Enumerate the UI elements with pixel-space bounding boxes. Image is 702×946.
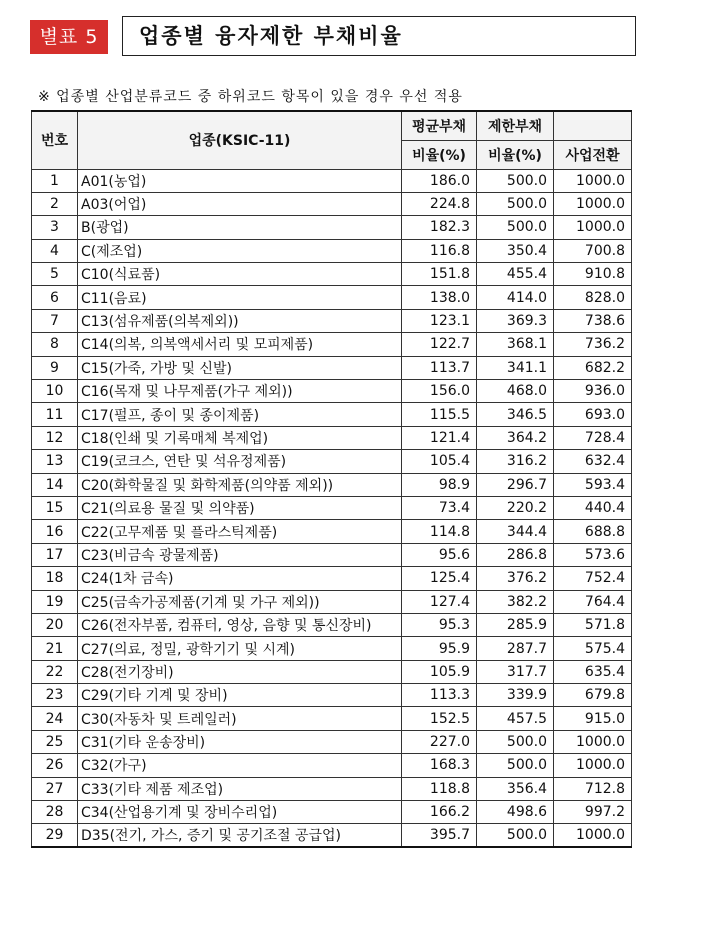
row-number: 15: [32, 496, 78, 519]
table-row: [32, 192, 632, 215]
limit-ratio: 500.0: [477, 169, 554, 192]
row-number: 4: [32, 239, 78, 262]
row-number: 29: [32, 824, 78, 847]
table-row: [32, 169, 632, 192]
avg-ratio: 114.8: [402, 520, 477, 543]
avg-ratio: 123.1: [402, 309, 477, 332]
row-number: 28: [32, 801, 78, 824]
conversion-ratio: 700.8: [554, 239, 632, 262]
table-row: [32, 309, 632, 332]
limit-ratio: 287.7: [477, 637, 554, 660]
avg-ratio: 125.4: [402, 567, 477, 590]
table-row: [32, 380, 632, 403]
limit-ratio: 468.0: [477, 380, 554, 403]
limit-ratio: 364.2: [477, 426, 554, 449]
limit-ratio: 498.6: [477, 801, 554, 824]
avg-ratio: 168.3: [402, 754, 477, 777]
limit-ratio: 500.0: [477, 824, 554, 847]
industry-name: C22(고무제품 및 플라스틱제품): [78, 520, 402, 543]
header-no: 번호: [32, 111, 78, 169]
row-number: 14: [32, 473, 78, 496]
limit-ratio: 500.0: [477, 754, 554, 777]
conversion-ratio: 910.8: [554, 263, 632, 286]
appendix-badge: 별표 5: [30, 20, 108, 54]
header-empty: [554, 111, 632, 140]
avg-ratio: 138.0: [402, 286, 477, 309]
limit-ratio: 376.2: [477, 567, 554, 590]
conversion-ratio: 1000.0: [554, 824, 632, 847]
avg-ratio: 151.8: [402, 263, 477, 286]
row-number: 6: [32, 286, 78, 309]
industry-name: D35(전기, 가스, 증기 및 공기조절 공급업): [78, 824, 402, 847]
limit-ratio: 500.0: [477, 730, 554, 753]
row-number: 21: [32, 637, 78, 660]
row-number: 17: [32, 543, 78, 566]
conversion-ratio: 1000.0: [554, 169, 632, 192]
limit-ratio: 500.0: [477, 216, 554, 239]
conversion-ratio: 440.4: [554, 496, 632, 519]
conversion-ratio: 1000.0: [554, 192, 632, 215]
table-row: [32, 824, 632, 847]
industry-name: C23(비금속 광물제품): [78, 543, 402, 566]
table-row: [32, 684, 632, 707]
page-title: 업종별 융자제한 부채비율: [122, 16, 636, 56]
limit-ratio: 414.0: [477, 286, 554, 309]
header-industry: 업종(KSIC-11): [78, 111, 402, 169]
table-row: [32, 543, 632, 566]
debt-ratio-table: [31, 110, 632, 848]
avg-ratio: 121.4: [402, 426, 477, 449]
row-number: 27: [32, 777, 78, 800]
industry-name: C21(의료용 물질 및 의약품): [78, 496, 402, 519]
industry-name: C24(1차 금속): [78, 567, 402, 590]
limit-ratio: 296.7: [477, 473, 554, 496]
limit-ratio: 346.5: [477, 403, 554, 426]
row-number: 10: [32, 380, 78, 403]
table-row: [32, 730, 632, 753]
avg-ratio: 127.4: [402, 590, 477, 613]
industry-name: C26(전자부품, 컴퓨터, 영상, 음향 및 통신장비): [78, 613, 402, 636]
table-row: [32, 590, 632, 613]
row-number: 9: [32, 356, 78, 379]
industry-name: C13(섬유제품(의복제외)): [78, 309, 402, 332]
conversion-ratio: 752.4: [554, 567, 632, 590]
avg-ratio: 166.2: [402, 801, 477, 824]
avg-ratio: 152.5: [402, 707, 477, 730]
avg-ratio: 113.3: [402, 684, 477, 707]
limit-ratio: 455.4: [477, 263, 554, 286]
avg-ratio: 116.8: [402, 239, 477, 262]
row-number: 26: [32, 754, 78, 777]
conversion-ratio: 593.4: [554, 473, 632, 496]
table-row: [32, 263, 632, 286]
table-row: [32, 637, 632, 660]
avg-ratio: 186.0: [402, 169, 477, 192]
avg-ratio: 95.6: [402, 543, 477, 566]
limit-ratio: 500.0: [477, 192, 554, 215]
industry-name: C33(기타 제품 제조업): [78, 777, 402, 800]
conversion-ratio: 712.8: [554, 777, 632, 800]
conversion-ratio: 997.2: [554, 801, 632, 824]
title-row: [30, 16, 640, 56]
table-row: [32, 777, 632, 800]
table-row: [32, 660, 632, 683]
limit-ratio: 285.9: [477, 613, 554, 636]
row-number: 16: [32, 520, 78, 543]
conversion-ratio: 632.4: [554, 450, 632, 473]
avg-ratio: 156.0: [402, 380, 477, 403]
conversion-ratio: 635.4: [554, 660, 632, 683]
header-limit-ratio-line1: 제한부채: [477, 111, 554, 140]
row-number: 3: [32, 216, 78, 239]
industry-name: C10(식료품): [78, 263, 402, 286]
avg-ratio: 95.3: [402, 613, 477, 636]
limit-ratio: 457.5: [477, 707, 554, 730]
conversion-ratio: 688.8: [554, 520, 632, 543]
limit-ratio: 369.3: [477, 309, 554, 332]
table-row: [32, 473, 632, 496]
industry-name: B(광업): [78, 216, 402, 239]
row-number: 7: [32, 309, 78, 332]
table-row: [32, 520, 632, 543]
header-conversion: 사업전환: [554, 140, 632, 169]
table-row: [32, 496, 632, 519]
limit-ratio: 286.8: [477, 543, 554, 566]
conversion-ratio: 736.2: [554, 333, 632, 356]
conversion-ratio: 573.6: [554, 543, 632, 566]
industry-name: C18(인쇄 및 기록매체 복제업): [78, 426, 402, 449]
conversion-ratio: 764.4: [554, 590, 632, 613]
limit-ratio: 382.2: [477, 590, 554, 613]
row-number: 11: [32, 403, 78, 426]
industry-name: C34(산업용기계 및 장비수리업): [78, 801, 402, 824]
table-row: [32, 286, 632, 309]
avg-ratio: 115.5: [402, 403, 477, 426]
conversion-ratio: 936.0: [554, 380, 632, 403]
row-number: 2: [32, 192, 78, 215]
conversion-ratio: 1000.0: [554, 730, 632, 753]
industry-name: C27(의료, 정밀, 광학기기 및 시계): [78, 637, 402, 660]
table-row: [32, 216, 632, 239]
row-number: 19: [32, 590, 78, 613]
industry-name: C16(목재 및 나무제품(가구 제외)): [78, 380, 402, 403]
avg-ratio: 122.7: [402, 333, 477, 356]
avg-ratio: 73.4: [402, 496, 477, 519]
conversion-ratio: 1000.0: [554, 754, 632, 777]
table-row: [32, 403, 632, 426]
industry-name: C19(코크스, 연탄 및 석유정제품): [78, 450, 402, 473]
limit-ratio: 341.1: [477, 356, 554, 379]
industry-name: C31(기타 운송장비): [78, 730, 402, 753]
row-number: 18: [32, 567, 78, 590]
row-number: 12: [32, 426, 78, 449]
header-avg-ratio-line2: 비율(%): [402, 140, 477, 169]
row-number: 23: [32, 684, 78, 707]
row-number: 8: [32, 333, 78, 356]
table-row: [32, 754, 632, 777]
conversion-ratio: 915.0: [554, 707, 632, 730]
industry-name: C17(펄프, 종이 및 종이제품): [78, 403, 402, 426]
conversion-ratio: 679.8: [554, 684, 632, 707]
avg-ratio: 95.9: [402, 637, 477, 660]
avg-ratio: 395.7: [402, 824, 477, 847]
industry-name: A01(농업): [78, 169, 402, 192]
row-number: 25: [32, 730, 78, 753]
conversion-ratio: 682.2: [554, 356, 632, 379]
avg-ratio: 118.8: [402, 777, 477, 800]
avg-ratio: 105.4: [402, 450, 477, 473]
table-row: [32, 613, 632, 636]
table-row: [32, 356, 632, 379]
limit-ratio: 339.9: [477, 684, 554, 707]
industry-name: C29(기타 기계 및 장비): [78, 684, 402, 707]
row-number: 5: [32, 263, 78, 286]
header-limit-ratio-line2: 비율(%): [477, 140, 554, 169]
conversion-ratio: 575.4: [554, 637, 632, 660]
industry-name: C25(금속가공제품(기계 및 가구 제외)): [78, 590, 402, 613]
conversion-ratio: 693.0: [554, 403, 632, 426]
avg-ratio: 182.3: [402, 216, 477, 239]
row-number: 1: [32, 169, 78, 192]
avg-ratio: 227.0: [402, 730, 477, 753]
note-text: ※ 업종별 산업분류코드 중 하위코드 항목이 있을 경우 우선 적용: [38, 89, 463, 105]
industry-name: C30(자동차 및 트레일러): [78, 707, 402, 730]
table-row: [32, 801, 632, 824]
industry-name: C11(음료): [78, 286, 402, 309]
avg-ratio: 113.7: [402, 356, 477, 379]
avg-ratio: 98.9: [402, 473, 477, 496]
header-avg-ratio-line1: 평균부채: [402, 111, 477, 140]
table-row: [32, 707, 632, 730]
table-row: [32, 426, 632, 449]
table-row: [32, 239, 632, 262]
table-row: [32, 333, 632, 356]
table-row: [32, 567, 632, 590]
industry-name: C28(전기장비): [78, 660, 402, 683]
row-number: 22: [32, 660, 78, 683]
row-number: 24: [32, 707, 78, 730]
industry-name: A03(어업): [78, 192, 402, 215]
limit-ratio: 344.4: [477, 520, 554, 543]
table-row: [32, 450, 632, 473]
avg-ratio: 224.8: [402, 192, 477, 215]
limit-ratio: 368.1: [477, 333, 554, 356]
limit-ratio: 316.2: [477, 450, 554, 473]
limit-ratio: 350.4: [477, 239, 554, 262]
avg-ratio: 105.9: [402, 660, 477, 683]
conversion-ratio: 1000.0: [554, 216, 632, 239]
industry-name: C14(의복, 의복액세서리 및 모피제품): [78, 333, 402, 356]
industry-name: C(제조업): [78, 239, 402, 262]
conversion-ratio: 828.0: [554, 286, 632, 309]
row-number: 20: [32, 613, 78, 636]
industry-name: C15(가죽, 가방 및 신발): [78, 356, 402, 379]
industry-name: C20(화학물질 및 화학제품(의약품 제외)): [78, 473, 402, 496]
conversion-ratio: 571.8: [554, 613, 632, 636]
conversion-ratio: 728.4: [554, 426, 632, 449]
industry-name: C32(가구): [78, 754, 402, 777]
limit-ratio: 220.2: [477, 496, 554, 519]
row-number: 13: [32, 450, 78, 473]
limit-ratio: 356.4: [477, 777, 554, 800]
limit-ratio: 317.7: [477, 660, 554, 683]
conversion-ratio: 738.6: [554, 309, 632, 332]
